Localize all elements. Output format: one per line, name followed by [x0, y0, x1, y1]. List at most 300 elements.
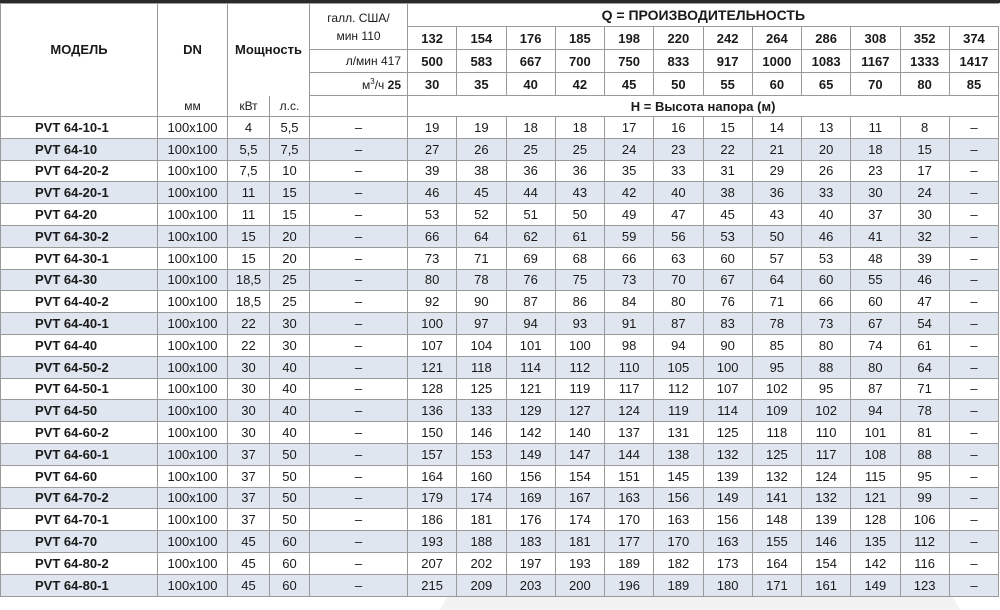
- flow-lmin-cell: 833: [654, 50, 703, 73]
- dn-cell: 100x100: [158, 182, 228, 204]
- head-cell-25: –: [310, 160, 408, 182]
- head-cell: –: [949, 552, 998, 574]
- head-cell: 73: [802, 313, 851, 335]
- head-cell: 112: [654, 378, 703, 400]
- head-cell: 83: [703, 313, 752, 335]
- head-cell: 163: [654, 509, 703, 531]
- head-cell: 209: [457, 574, 506, 596]
- hp-cell: 15: [270, 182, 310, 204]
- head-cell: 94: [851, 400, 900, 422]
- head-cell: 97: [457, 313, 506, 335]
- head-cell-25: –: [310, 465, 408, 487]
- unit-m3h-first: 25: [387, 77, 402, 92]
- head-cell: 71: [900, 378, 949, 400]
- hp-cell: 20: [270, 247, 310, 269]
- head-cell: 186: [408, 509, 457, 531]
- head-cell: 91: [605, 313, 654, 335]
- model-cell: PVT 64-50-1: [1, 378, 158, 400]
- head-cell: 41: [851, 225, 900, 247]
- head-cell: 107: [703, 378, 752, 400]
- head-cell: 84: [605, 291, 654, 313]
- head-cell: 117: [802, 443, 851, 465]
- head-cell: 71: [457, 247, 506, 269]
- head-cell: 131: [654, 422, 703, 444]
- head-cell: 20: [802, 138, 851, 160]
- dn-cell: 100x100: [158, 160, 228, 182]
- head-cell: 109: [752, 400, 801, 422]
- unit-lmin-first: 417: [380, 54, 402, 68]
- head-cell: 40: [654, 182, 703, 204]
- head-cell: 18: [851, 138, 900, 160]
- head-cell: 183: [506, 531, 555, 553]
- head-cell: –: [949, 487, 998, 509]
- head-cell-25: –: [310, 531, 408, 553]
- header-row-gpm: [1, 4, 999, 27]
- head-cell: 110: [802, 422, 851, 444]
- unit-lmin-text: л/мин: [345, 54, 378, 68]
- head-cell: 163: [703, 531, 752, 553]
- model-cell: PVT 64-70: [1, 531, 158, 553]
- head-cell: 71: [752, 291, 801, 313]
- head-cell: 90: [457, 291, 506, 313]
- table-row: [1, 247, 999, 269]
- hp-cell: 40: [270, 400, 310, 422]
- head-cell: 15: [703, 117, 752, 139]
- head-cell: 75: [555, 269, 604, 291]
- head-cell: 115: [851, 465, 900, 487]
- head-cell: 56: [654, 225, 703, 247]
- flow-lmin-cell: 583: [457, 50, 506, 73]
- unit-lmin-label: [310, 50, 408, 73]
- head-cell: 85: [752, 334, 801, 356]
- unit-m3h-label: [310, 73, 408, 96]
- head-cell: 114: [703, 400, 752, 422]
- hp-cell: 50: [270, 443, 310, 465]
- head-cell: 14: [752, 117, 801, 139]
- kw-cell: 18,5: [228, 269, 270, 291]
- hp-unit: л.с.: [270, 96, 310, 117]
- flow-gpm-cell: 242: [703, 27, 752, 50]
- head-cell: 123: [900, 574, 949, 596]
- head-cell: 39: [408, 160, 457, 182]
- head-cell: 80: [802, 334, 851, 356]
- head-cell: –: [949, 313, 998, 335]
- head-cell: 163: [605, 487, 654, 509]
- head-cell: 95: [802, 378, 851, 400]
- head-cell: 39: [900, 247, 949, 269]
- hp-cell: 25: [270, 291, 310, 313]
- head-cell: 148: [752, 509, 801, 531]
- head-cell: 149: [506, 443, 555, 465]
- head-cell: –: [949, 204, 998, 226]
- unit-gal-line1: галл. США/: [327, 10, 390, 25]
- head-cell-25: –: [310, 225, 408, 247]
- head-cell: 119: [654, 400, 703, 422]
- head-cell: –: [949, 117, 998, 139]
- head-cell: 108: [851, 443, 900, 465]
- kw-cell: 37: [228, 487, 270, 509]
- dn-cell: 100x100: [158, 465, 228, 487]
- flow-m3h-cell: 85: [949, 73, 998, 96]
- head-cell: 63: [654, 247, 703, 269]
- table-row: [1, 509, 999, 531]
- head-cell: 124: [802, 465, 851, 487]
- model-cell: PVT 64-10: [1, 138, 158, 160]
- head-cell: 35: [605, 160, 654, 182]
- head-cell: 181: [555, 531, 604, 553]
- head-cell: 47: [654, 204, 703, 226]
- kw-cell: 7,5: [228, 160, 270, 182]
- flow-lmin-cell: 750: [605, 50, 654, 73]
- head-cell: 141: [752, 487, 801, 509]
- head-cell: 105: [654, 356, 703, 378]
- model-cell: PVT 64-20-2: [1, 160, 158, 182]
- head-cell: 179: [408, 487, 457, 509]
- head-cell: 31: [703, 160, 752, 182]
- head-cell: 87: [654, 313, 703, 335]
- flow-lmin-cell: 667: [506, 50, 555, 73]
- unit-m3h-suffix: /ч: [374, 77, 385, 92]
- head-cell: 132: [703, 443, 752, 465]
- flow-m3h-cell: 60: [752, 73, 801, 96]
- unit-m3h-prefix: м: [362, 77, 371, 92]
- kw-cell: 30: [228, 356, 270, 378]
- head-cell: 13: [802, 117, 851, 139]
- hp-cell: 25: [270, 269, 310, 291]
- head-cell: 95: [752, 356, 801, 378]
- head-cell: –: [949, 422, 998, 444]
- head-cell: 42: [605, 182, 654, 204]
- dn-cell: 100x100: [158, 422, 228, 444]
- head-cell: 207: [408, 552, 457, 574]
- head-cell: 69: [506, 247, 555, 269]
- head-cell: 19: [408, 117, 457, 139]
- table-row: [1, 313, 999, 335]
- head-cell: 80: [851, 356, 900, 378]
- head-cell: 8: [900, 117, 949, 139]
- head-cell: 164: [752, 552, 801, 574]
- head-cell: 67: [851, 313, 900, 335]
- head-cell: 196: [605, 574, 654, 596]
- kw-cell: 37: [228, 443, 270, 465]
- head-cell: 202: [457, 552, 506, 574]
- table-row: [1, 465, 999, 487]
- hp-cell: 60: [270, 552, 310, 574]
- head-cell: 26: [457, 138, 506, 160]
- head-cell: 135: [851, 531, 900, 553]
- hp-cell: 50: [270, 509, 310, 531]
- head-cell-25: –: [310, 334, 408, 356]
- flow-lmin-cell: 500: [408, 50, 457, 73]
- head-cell: 53: [802, 247, 851, 269]
- head-cell: 146: [802, 531, 851, 553]
- head-cell: 23: [654, 138, 703, 160]
- head-cell: 45: [457, 182, 506, 204]
- head-cell-25: –: [310, 378, 408, 400]
- head-cell: 66: [408, 225, 457, 247]
- head-cell: 146: [457, 422, 506, 444]
- flow-lmin-cell: 1083: [802, 50, 851, 73]
- head-cell-25: –: [310, 204, 408, 226]
- head-cell: 156: [703, 509, 752, 531]
- head-cell: 19: [457, 117, 506, 139]
- head-cell: 21: [752, 138, 801, 160]
- head-cell: 102: [752, 378, 801, 400]
- head-cell: 101: [506, 334, 555, 356]
- hp-cell: 5,5: [270, 117, 310, 139]
- head-cell: 154: [802, 552, 851, 574]
- head-cell: 87: [851, 378, 900, 400]
- dn-cell: 100x100: [158, 552, 228, 574]
- hp-cell: 60: [270, 574, 310, 596]
- kw-cell: 11: [228, 204, 270, 226]
- kw-cell: 18,5: [228, 291, 270, 313]
- dn-cell: 100x100: [158, 204, 228, 226]
- head-cell: 30: [851, 182, 900, 204]
- head-cell: 200: [555, 574, 604, 596]
- head-cell: 78: [457, 269, 506, 291]
- head-cell: 81: [900, 422, 949, 444]
- head-cell: 62: [506, 225, 555, 247]
- head-cell: 154: [555, 465, 604, 487]
- head-cell: 70: [654, 269, 703, 291]
- table-row: [1, 204, 999, 226]
- head-cell: 137: [605, 422, 654, 444]
- head-cell: 169: [506, 487, 555, 509]
- kw-cell: 4: [228, 117, 270, 139]
- head-cell: 60: [703, 247, 752, 269]
- pump-performance-table: [0, 3, 999, 597]
- head-cell: 145: [654, 465, 703, 487]
- head-cell: 181: [457, 509, 506, 531]
- head-cell: 118: [752, 422, 801, 444]
- head-cell: 29: [752, 160, 801, 182]
- head-cell: 59: [605, 225, 654, 247]
- head-cell: 94: [506, 313, 555, 335]
- head-cell: 94: [654, 334, 703, 356]
- head-cell: 32: [900, 225, 949, 247]
- head-cell: 101: [851, 422, 900, 444]
- power-header: Мощность: [228, 4, 310, 96]
- head-cell: 76: [506, 269, 555, 291]
- head-cell-25: –: [310, 356, 408, 378]
- head-cell-25: –: [310, 117, 408, 139]
- head-cell: 136: [408, 400, 457, 422]
- head-cell: 171: [752, 574, 801, 596]
- head-cell: –: [949, 291, 998, 313]
- head-cell: 129: [506, 400, 555, 422]
- kw-cell: 37: [228, 465, 270, 487]
- model-cell: PVT 64-60-2: [1, 422, 158, 444]
- model-cell: PVT 64-30: [1, 269, 158, 291]
- hp-cell: 50: [270, 487, 310, 509]
- head-cell: 49: [605, 204, 654, 226]
- head-cell: 30: [900, 204, 949, 226]
- head-cell: 156: [506, 465, 555, 487]
- head-cell: 125: [752, 443, 801, 465]
- dn-cell: 100x100: [158, 487, 228, 509]
- head-cell: 98: [605, 334, 654, 356]
- model-cell: PVT 64-40-2: [1, 291, 158, 313]
- head-cell: 55: [851, 269, 900, 291]
- head-cell-25: –: [310, 422, 408, 444]
- head-cell: 114: [506, 356, 555, 378]
- head-cell: 121: [506, 378, 555, 400]
- head-cell: 121: [851, 487, 900, 509]
- head-cell: 151: [605, 465, 654, 487]
- head-cell: 61: [555, 225, 604, 247]
- hp-cell: 40: [270, 422, 310, 444]
- head-cell: 48: [851, 247, 900, 269]
- head-cell-25: –: [310, 509, 408, 531]
- kw-cell: 45: [228, 531, 270, 553]
- head-cell: 155: [752, 531, 801, 553]
- head-cell: 25: [506, 138, 555, 160]
- head-cell: 53: [703, 225, 752, 247]
- head-cell: 119: [555, 378, 604, 400]
- flow-m3h-cell: 45: [605, 73, 654, 96]
- head-cell: –: [949, 465, 998, 487]
- model-cell: PVT 64-40: [1, 334, 158, 356]
- head-cell: 24: [605, 138, 654, 160]
- head-cell: 17: [900, 160, 949, 182]
- model-cell: PVT 64-30-2: [1, 225, 158, 247]
- model-cell: PVT 64-70-1: [1, 509, 158, 531]
- head-cell: 64: [457, 225, 506, 247]
- model-header: МОДЕЛЬ: [1, 4, 158, 96]
- table-row: [1, 291, 999, 313]
- head-cell: 46: [900, 269, 949, 291]
- hp-cell: 60: [270, 531, 310, 553]
- head-cell: 156: [654, 487, 703, 509]
- dn-cell: 100x100: [158, 443, 228, 465]
- head-cell: 51: [506, 204, 555, 226]
- head-cell: 76: [703, 291, 752, 313]
- head-cell: 54: [900, 313, 949, 335]
- head-cell: 188: [457, 531, 506, 553]
- head-cell: 80: [408, 269, 457, 291]
- head-cell: 170: [605, 509, 654, 531]
- model-cell: PVT 64-10-1: [1, 117, 158, 139]
- head-cell-25: –: [310, 269, 408, 291]
- head-cell: 107: [408, 334, 457, 356]
- head-cell: –: [949, 378, 998, 400]
- head-cell: 100: [408, 313, 457, 335]
- head-cell-25: –: [310, 552, 408, 574]
- head-cell: 132: [802, 487, 851, 509]
- table-row: [1, 378, 999, 400]
- unit-blank: [310, 96, 408, 117]
- head-cell: 57: [752, 247, 801, 269]
- flow-m3h-cell: 55: [703, 73, 752, 96]
- head-cell: 44: [506, 182, 555, 204]
- head-cell: 124: [605, 400, 654, 422]
- head-cell-25: –: [310, 313, 408, 335]
- table-row: [1, 225, 999, 247]
- head-cell: 106: [900, 509, 949, 531]
- head-cell: 100: [703, 356, 752, 378]
- head-cell: 116: [900, 552, 949, 574]
- unit-m3h-sup: 3: [370, 76, 375, 86]
- kw-cell: 30: [228, 378, 270, 400]
- header-units-row: [1, 96, 999, 117]
- hp-cell: 15: [270, 204, 310, 226]
- kw-cell: 22: [228, 334, 270, 356]
- head-cell: 46: [802, 225, 851, 247]
- head-cell: 60: [802, 269, 851, 291]
- dn-cell: 100x100: [158, 378, 228, 400]
- head-cell: 118: [457, 356, 506, 378]
- head-cell: 36: [752, 182, 801, 204]
- dn-cell: 100x100: [158, 291, 228, 313]
- dn-cell: 100x100: [158, 400, 228, 422]
- head-cell: 99: [900, 487, 949, 509]
- head-cell: 36: [506, 160, 555, 182]
- table-row: [1, 117, 999, 139]
- flow-gpm-cell: 220: [654, 27, 703, 50]
- head-cell: 125: [457, 378, 506, 400]
- table-row: [1, 182, 999, 204]
- kw-cell: 45: [228, 574, 270, 596]
- flow-m3h-cell: 40: [506, 73, 555, 96]
- hp-cell: 20: [270, 225, 310, 247]
- head-cell: 144: [605, 443, 654, 465]
- dn-unit: мм: [158, 96, 228, 117]
- head-cell: 78: [900, 400, 949, 422]
- head-cell: 27: [408, 138, 457, 160]
- head-cell: 203: [506, 574, 555, 596]
- flow-title: Q = ПРОИЗВОДИТЕЛЬНОСТЬ: [408, 4, 999, 27]
- head-cell: 61: [900, 334, 949, 356]
- flow-m3h-cell: 30: [408, 73, 457, 96]
- kw-cell: 5,5: [228, 138, 270, 160]
- head-cell: 110: [605, 356, 654, 378]
- head-cell: –: [949, 225, 998, 247]
- head-cell: 176: [506, 509, 555, 531]
- model-cell: PVT 64-50-2: [1, 356, 158, 378]
- head-cell: 37: [851, 204, 900, 226]
- table-row: [1, 160, 999, 182]
- head-cell: 15: [900, 138, 949, 160]
- head-cell: 215: [408, 574, 457, 596]
- head-cell: –: [949, 356, 998, 378]
- head-cell: 167: [555, 487, 604, 509]
- head-cell: 112: [900, 531, 949, 553]
- dn-cell: 100x100: [158, 334, 228, 356]
- head-cell: 22: [703, 138, 752, 160]
- head-cell: 47: [900, 291, 949, 313]
- head-cell: 150: [408, 422, 457, 444]
- kw-cell: 15: [228, 225, 270, 247]
- flow-m3h-cell: 42: [555, 73, 604, 96]
- head-cell: –: [949, 531, 998, 553]
- head-cell: 86: [555, 291, 604, 313]
- flow-lmin-cell: 700: [555, 50, 604, 73]
- head-cell: 197: [506, 552, 555, 574]
- hp-cell: 40: [270, 378, 310, 400]
- head-cell: –: [949, 247, 998, 269]
- flow-m3h-cell: 70: [851, 73, 900, 96]
- head-cell: 157: [408, 443, 457, 465]
- head-cell: 45: [703, 204, 752, 226]
- head-cell: 64: [752, 269, 801, 291]
- head-cell: 73: [408, 247, 457, 269]
- head-cell: 161: [802, 574, 851, 596]
- head-cell-25: –: [310, 247, 408, 269]
- kw-cell: 11: [228, 182, 270, 204]
- head-cell: 133: [457, 400, 506, 422]
- head-cell: 67: [703, 269, 752, 291]
